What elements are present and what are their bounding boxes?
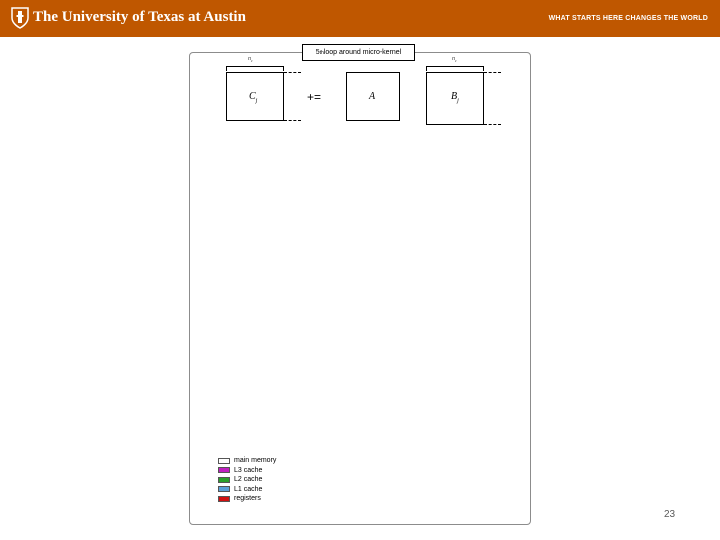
legend-swatch-l2-cache (218, 477, 230, 483)
legend-swatch-l3-cache (218, 467, 230, 473)
header-bar (0, 0, 720, 37)
legend-swatch-l1-cache (218, 486, 230, 492)
tagline: WHAT STARTS HERE CHANGES THE WORLD (548, 15, 708, 22)
ut-tower-seal-icon (10, 6, 30, 30)
dashed-line-b-top (484, 72, 501, 73)
dashed-line-c-top (284, 72, 301, 73)
matrix-c-label: $C_j$ (249, 91, 258, 104)
nc-label-left: $n_c$ (248, 56, 253, 64)
legend-item-l3-cache: L3 cache (218, 466, 276, 476)
nc-bracket-right (426, 66, 484, 71)
loop-title-box (302, 44, 415, 61)
loop-title-suffix: loop around micro-kernel (323, 49, 402, 56)
memory-legend (218, 456, 276, 504)
legend-swatch-main-memory (218, 458, 230, 464)
legend-item-main-memory: main memory (218, 456, 276, 466)
legend-item-l2-cache: L2 cache (218, 475, 276, 485)
university-name: The University of Texas at Austin (33, 9, 246, 25)
legend-item-registers: registers (218, 494, 276, 504)
loop-title-sup: th (319, 49, 324, 56)
nc-label-right: $n_c$ (452, 56, 457, 64)
loop-title-prefix: 5 (315, 49, 320, 56)
plus-equals-operator: += (307, 90, 322, 104)
dashed-line-c-bottom (284, 120, 301, 121)
legend-swatch-registers (218, 496, 230, 502)
matrix-b-label: $B_j$ (451, 91, 459, 104)
nc-bracket-left (226, 66, 284, 71)
matrix-a-label: A (369, 91, 376, 102)
page-number: 23 (664, 509, 676, 520)
legend-item-l1-cache: L1 cache (218, 485, 276, 495)
dashed-line-b-bottom (484, 124, 501, 125)
